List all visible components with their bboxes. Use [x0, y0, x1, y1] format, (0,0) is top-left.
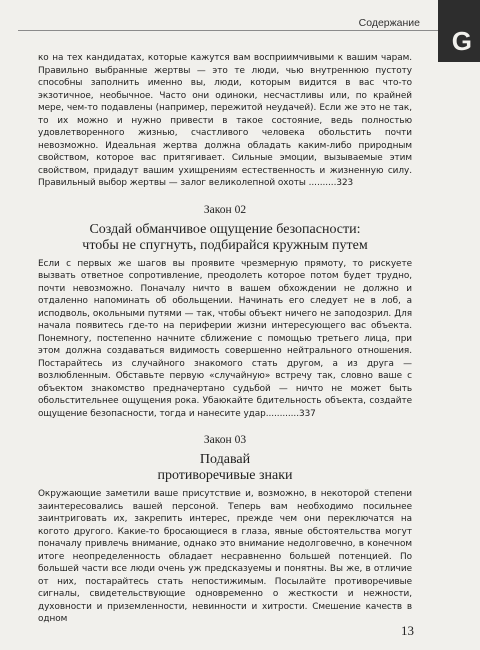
section-law-03: [38, 434, 412, 626]
page-content: [38, 52, 412, 626]
law-heading: Закон 03: [203, 434, 247, 446]
law-title-line: Создай обманчивое ощущение безопасности:: [89, 221, 361, 237]
law-title-line: противоречивые знаки: [157, 468, 293, 483]
law-title-line: чтобы не спугнуть, подбирайся кружным путем: [82, 237, 368, 253]
law-heading: Закон 02: [203, 203, 247, 216]
law-title: [38, 452, 412, 484]
law-title-line: Подавай: [199, 452, 251, 467]
law-title: [38, 222, 412, 254]
law-body: Окружающие заметили ваше присутствие и, возможно, в некоторой степени заинтересовались вашей персоной. Теперь вам необходимо посильнее заинтриговать их, закрепить интерес, прежде чем они переключатся на когото другого. Какие-то бросающиеся в глаза, явные обстоятельства могут поначалу привлечь внимание, однако это внимание недолговечно, в конечном итоге неопределенность обладает несравненно большей потенцией. По большей части все люди очень уж предсказуемы и понятны. Вы же, в отличие от них, постарайтесь стать непостижимым. Посылайте противоречивые сигналы, свидетельствующие одновременно о жесткости и нежности, духовности и приземленности, невинности и хитрости. Смешение качеств в одном: [38, 489, 412, 624]
chapter-tab-letter: G: [451, 26, 472, 56]
section-law-02: [38, 204, 412, 421]
running-head: Содержание: [358, 17, 420, 29]
chapter-tab: [438, 0, 480, 62]
law-body: Если с первых же шагов вы проявите чрезмерную прямоту, то рискуете вызвать ответное сопротивление, преодолеть которое потом будет трудно, почти невозможно. Поначалу ничто в вашем обхождении не должно и отдаленно напоминать об обольщении. Начинать его следует не в лоб, а исподволь, окольными путями — так, чтобы объект ничего не заподозрил. Для начала появитесь где-то на периферии жизни интересующего вас объекта. Понемногу, постепенно начните сближение с помощью третьего лица, при этом должна создаваться видимость совершенно нейтрального отношения. Постарайтесь из случайного знакомого стать другом, а из друга — возлюбленным. Обставьте первую «случайную» встречу так, словно ваше с объектом знакомство предначертано судьбой — ничто не может быть обольстительнее ощущения рока. Убаюкайте бдительность объекта, создайте ощущение безопасности, тогда и нанесите удар............337: [38, 258, 412, 419]
intro-paragraph: ко на тех кандидатах, которые кажутся вам восприимчивыми к вашим чарам. Правильно выбранные жертвы — это те люди, чью внутреннюю пустоту способны заполнить именно вы, люди, которым видится в вас что-то экзотичное, необычное. Часто они одиноки, несчастливы или, по крайней мере, чем-то подавлены (например, пережитой неудачей). Если же это не так, то их можно и нужно привести в такое состояние, ведь полностью удовлетворенного жизнью, счастливого человека обольстить почти невозможно. Идеальная жертва должна обладать каким-либо природным свойством, которое вас притягивает. Сильные эмоции, вызываемые этим свойством, придадут вашим ухищрениям естественность и жизненную силу. Правильный выбор жертвы — залог великолепной охоты ..........323: [38, 53, 412, 188]
page-number: 13: [401, 623, 414, 638]
header-rule: [18, 30, 444, 31]
